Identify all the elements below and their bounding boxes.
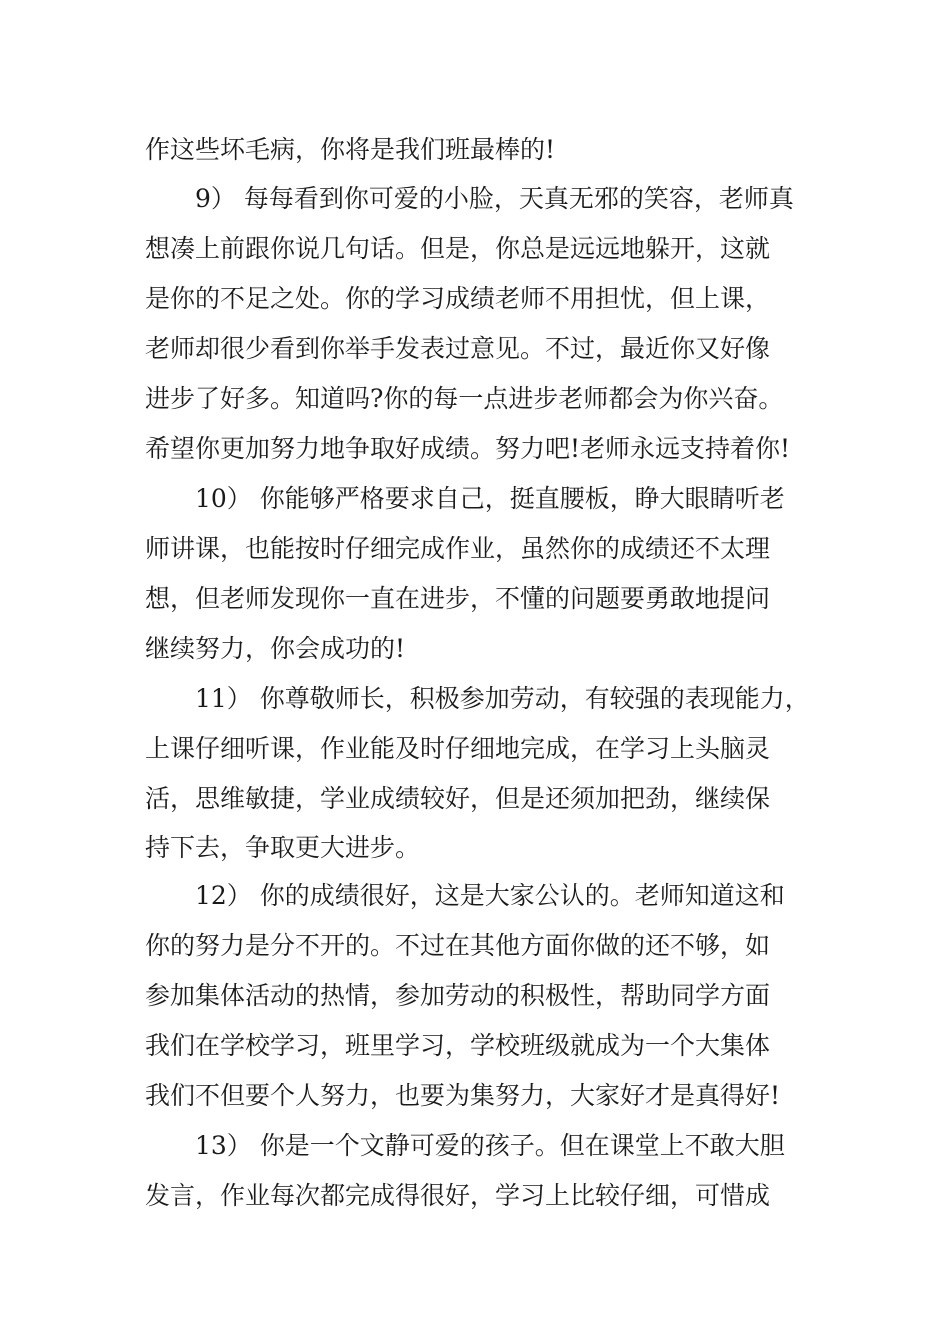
text-line: 进步了好多。知道吗?你的每一点进步老师都会为你兴奋。	[145, 384, 784, 413]
text-line: 发言，作业每次都完成得很好，学习上比较仔细，可惜成	[145, 1181, 771, 1210]
text-line: 作这些坏毛病，你将是我们班最棒的!	[145, 135, 556, 164]
text-line: 老师却很少看到你举手发表过意见。不过，最近你又好像	[145, 334, 771, 363]
text-line: 持下去，争取更大进步。	[145, 833, 421, 862]
text-line: 我们在学校学习，班里学习，学校班级就成为一个大集体	[145, 1031, 771, 1060]
text-line: 参加集体活动的热情，参加劳动的积极性，帮助同学方面	[145, 981, 771, 1010]
text-line: 上课仔细听课，作业能及时仔细地完成，在学习上头脑灵	[145, 734, 771, 763]
text-line: 想，但老师发现你一直在进步，不懂的问题要勇敢地提问	[145, 584, 771, 613]
text-line: 希望你更加努力地争取好成绩。努力吧!老师永远支持着你!	[145, 434, 791, 463]
text-line: 11） 你尊敬师长，积极参加劳动，有较强的表现能力，	[195, 684, 810, 713]
text-line: 师讲课，也能按时仔细完成作业，虽然你的成绩还不太理	[145, 534, 771, 563]
text-line: 13） 你是一个文静可爱的孩子。但在课堂上不敢大胆	[195, 1131, 785, 1160]
text-line: 是你的不足之处。你的学习成绩老师不用担忧，但上课，	[145, 284, 771, 313]
text-line: 我们不但要个人努力，也要为集努力，大家好才是真得好!	[145, 1081, 781, 1110]
text-line: 10） 你能够严格要求自己，挺直腰板，睁大眼睛听老	[195, 484, 785, 513]
text-line: 活，思维敏捷，学业成绩较好，但是还须加把劲，继续保	[145, 784, 771, 813]
text-line: 12） 你的成绩很好，这是大家公认的。老师知道这和	[195, 881, 785, 910]
text-line: 想凑上前跟你说几句话。但是，你总是远远地躲开，这就	[145, 234, 771, 263]
text-line: 继续努力，你会成功的!	[145, 634, 406, 663]
text-line: 9） 每每看到你可爱的小脸，天真无邪的笑容，老师真	[195, 184, 794, 213]
text-line: 你的努力是分不开的。不过在其他方面你做的还不够，如	[145, 931, 771, 960]
